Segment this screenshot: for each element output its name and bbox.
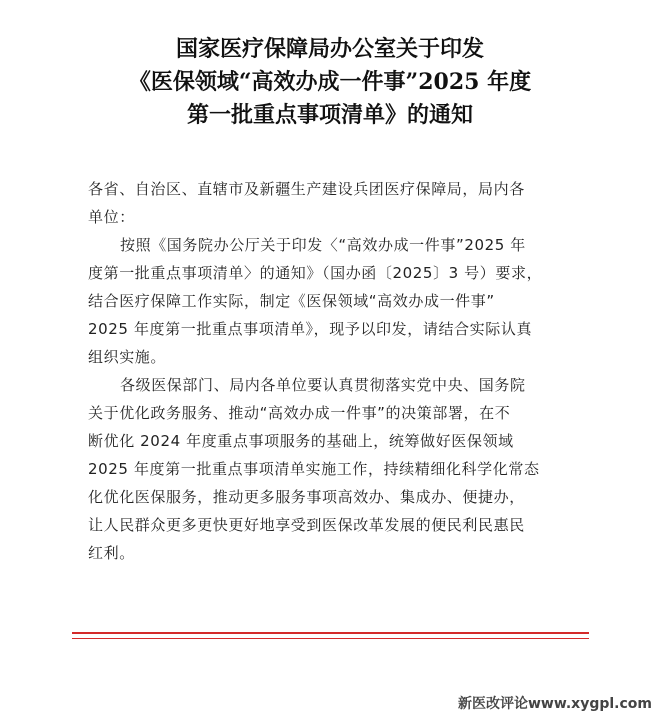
- body-line: 结合医疗保障工作实际，制定《医保领域“高效办成一件事”: [88, 292, 495, 310]
- body-line: 各省、自治区、直辖市及新疆生产建设兵团医疗保障局，局内各: [88, 180, 525, 198]
- body-line: 关于优化政务服务、推动“高效办成一件事”的决策部署，在不: [88, 404, 511, 422]
- body-line: 按照《国务院办公厅关于印发〈“高效办成一件事”2025 年: [120, 236, 526, 254]
- body-line: 组织实施。: [88, 348, 167, 366]
- body-line: 让人民群众更多更快更好地享受到医保改革发展的便民利民惠民: [88, 516, 525, 534]
- body-line: 2025 年度第一批重点事项清单》，现予以印发，请结合实际认真: [88, 320, 533, 338]
- document-title: [0, 33, 660, 132]
- body-line: 化优化医保服务，推动更多服务事项高效办、集成办、便捷办，: [88, 488, 525, 506]
- body-line: 2025 年度第一批重点事项清单实施工作，持续精细化科学化常态: [88, 460, 540, 478]
- body-line: 各级医保部门、局内各单位要认真贯彻落实党中央、国务院: [120, 376, 526, 394]
- document-body: [88, 175, 588, 567]
- body-line: 红利。: [88, 544, 135, 562]
- red-rule-bottom: [72, 638, 589, 640]
- body-line: 单位：: [88, 208, 135, 226]
- title-line-1: 国家医疗保障局办公室关于印发: [175, 36, 484, 62]
- body-line: 断优化 2024 年度重点事项服务的基础上，统筹做好医保领域: [88, 432, 514, 450]
- title-line-2: 《医保领域“高效办成一件事”2025 年度: [128, 69, 532, 95]
- site-watermark: 新医改评论www.xygpl.com: [457, 696, 652, 712]
- body-line: 度第一批重点事项清单〉的通知》（国办函〔2025〕3 号）要求，: [88, 264, 543, 282]
- red-rule-top: [72, 632, 589, 634]
- red-divider: [72, 632, 589, 643]
- title-line-3: 第一批重点事项清单》的通知: [186, 102, 473, 128]
